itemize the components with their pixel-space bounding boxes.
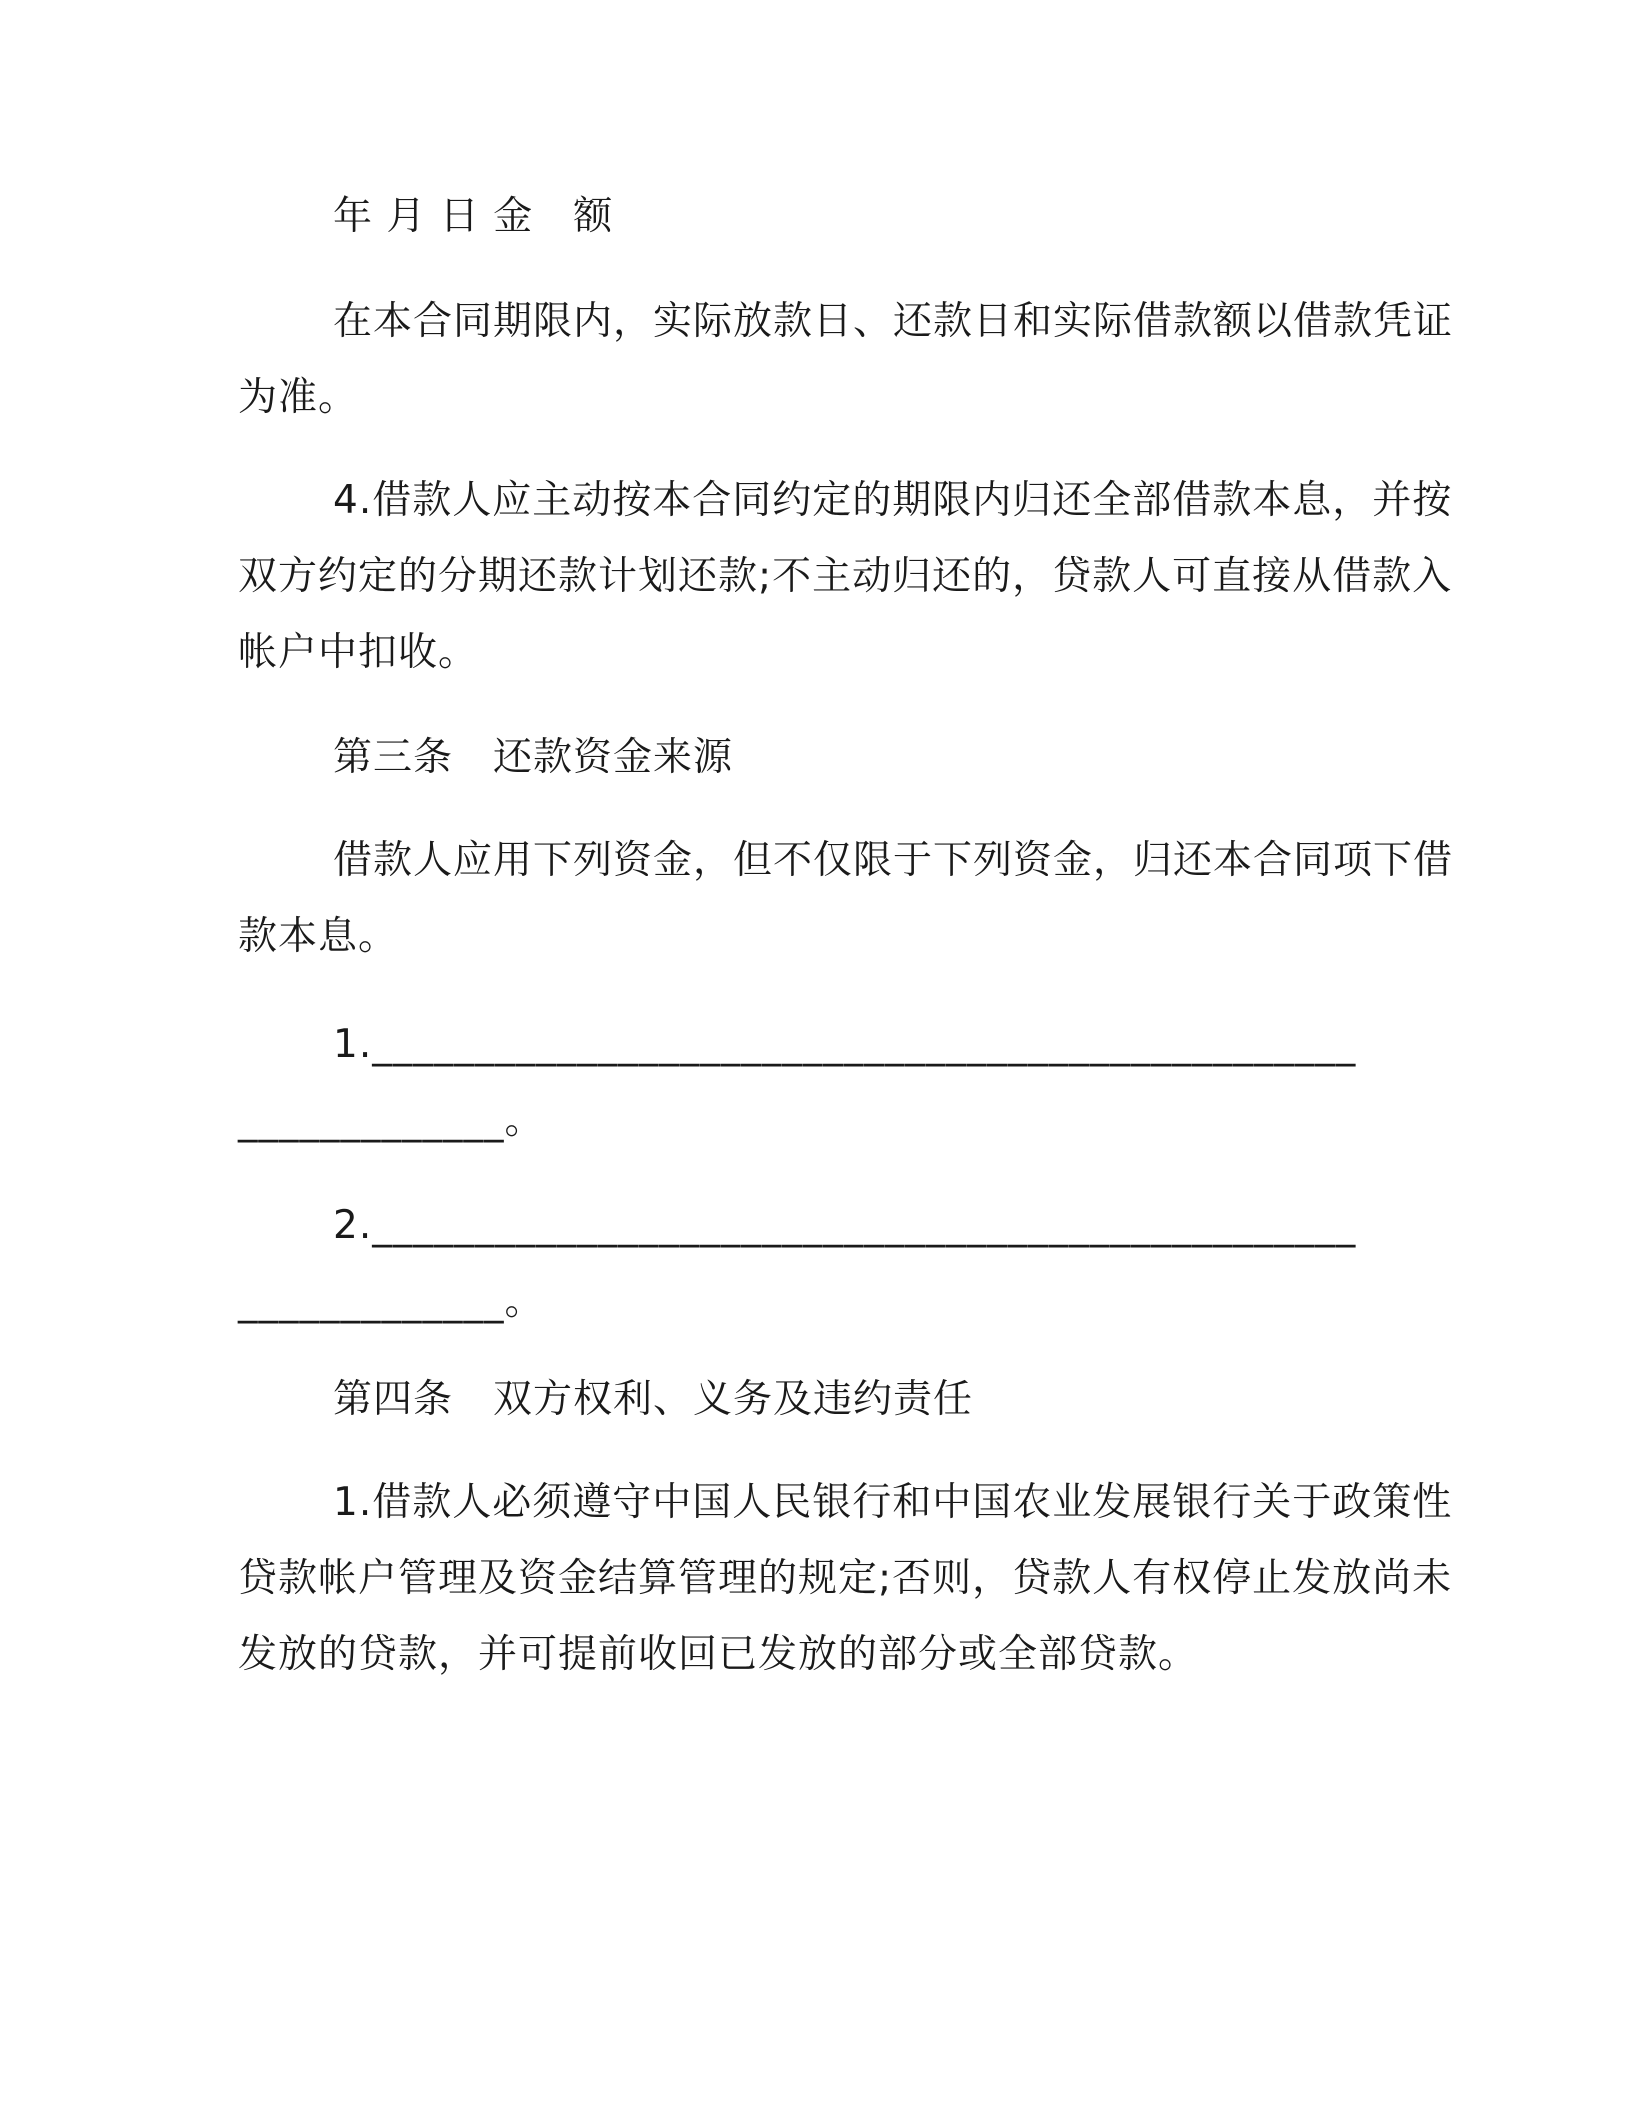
blank-fill-line: _____________。 [238,1098,545,1143]
paragraph-line: 4.借款人应主动按本合同约定的期限内归还全部借款本息，并按 [333,478,1453,523]
paragraph-line: 贷款帐户管理及资金结算管理的规定;否则，贷款人有权停止发放尚未 [238,1556,1453,1601]
date-amount-header: 年 月 日 金 额 [333,194,614,239]
blank-fill-line: 2.________________________________________________ [333,1203,1357,1248]
section-heading-article-4: 第四条 双方权利、义务及违约责任 [333,1377,974,1422]
blank-fill-line: _____________。 [238,1279,545,1324]
paragraph-line: 帐户中扣收。 [238,630,479,675]
section-heading-article-3: 第三条 还款资金来源 [333,735,734,780]
paragraph-line: 1.借款人必须遵守中国人民银行和中国农业发展银行关于政策性 [333,1480,1453,1525]
paragraph-line: 款本息。 [238,914,399,959]
paragraph-line: 双方约定的分期还款计划还款;不主动归还的，贷款人可直接从借款入 [238,554,1453,599]
paragraph-line: 在本合同期限内，实际放款日、还款日和实际借款额以借款凭证 [333,299,1454,344]
blank-fill-line: 1.________________________________________________ [333,1022,1357,1067]
paragraph-line: 发放的贷款，并可提前收回已发放的部分或全部贷款。 [238,1632,1199,1677]
paragraph-line: 为准。 [238,375,359,420]
paragraph-line: 借款人应用下列资金，但不仅限于下列资金，归还本合同项下借 [333,838,1454,883]
